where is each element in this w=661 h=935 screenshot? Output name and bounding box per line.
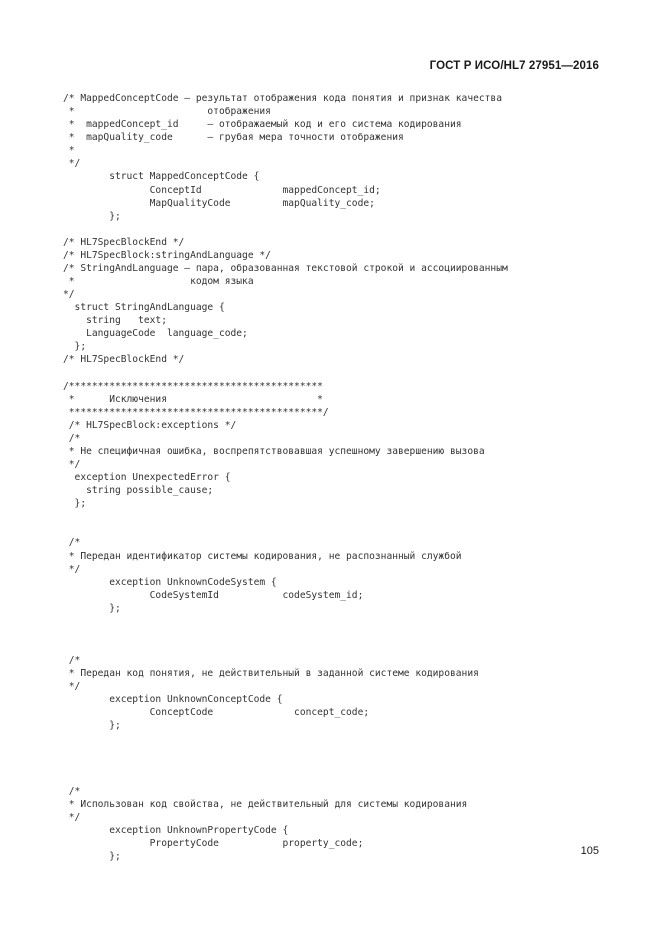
code-line: /* HL7SpecBlockEnd */ [63,354,185,366]
code-line: /* MappedConceptCode — результат отображения кода понятия и признак качества [63,93,502,104]
code-line: ConceptId mappedConcept_id; [63,184,381,196]
code-line: /* HL7SpecBlockEnd */ [63,236,185,248]
code-line: }; [63,210,121,222]
code-line: * Передан код понятия, не действительный в заданной системе кодирования [63,668,479,680]
code-line: PropertyCode property_code; [63,838,364,849]
code-line: /* HL7SpecBlock:exceptions */ [63,419,237,431]
code-line: * Не специфичная ошибка, воспрепятствовавшая успешному завершению вызова [63,445,485,457]
code-line: }; [63,498,87,510]
code-line: }; [63,602,121,614]
code-line: */ [63,811,81,823]
code-line: * Использован код свойства, не действительный для системы кодирования [63,798,468,810]
code-line: exception UnknownCodeSystem { [63,576,277,588]
code-line: * Передан идентификатор системы кодирования, не распознанный службой [63,550,462,562]
document-header-standard: ГОСТ Р ИСО/HL7 27951—2016 [429,60,599,72]
code-line: /* [63,537,81,549]
code-line: /* HL7SpecBlock:stringAndLanguage */ [63,249,271,261]
code-line: struct StringAndLanguage { [63,302,225,314]
code-line: */ [63,459,81,470]
code-line: CodeSystemId codeSystem_id; [63,589,364,601]
code-line: exception UnknownPropertyCode { [63,824,289,836]
code-line: */ [63,563,81,575]
code-line: * mappedConcept_id — отображаемый код и его система кодирования [63,119,462,131]
code-line: */ [63,289,75,301]
code-line: }; [63,720,121,732]
code-line: }; [63,851,121,863]
code-line: * кодом языка [63,276,254,287]
code-line: MapQualityCode mapQuality_code; [63,197,375,209]
code-line: /* [63,655,81,666]
code-line: * отображения [63,106,271,118]
code-line: * mapQuality_code — грубая мера точности отображения [63,132,404,144]
code-line: string possible_cause; [63,485,214,497]
code-line: ********************************************/ [63,406,329,418]
code-line: string text; [63,315,167,327]
code-line: * [63,145,75,157]
page-number: 105 [580,845,599,857]
code-line: /* StringAndLanguage — пара, образованная текстовой строкой и ассоциированным [63,262,508,274]
code-line: ConceptCode concept_code; [63,707,370,719]
code-line: /* [63,785,81,797]
code-line: */ [63,681,81,693]
code-line: LanguageCode language_code; [63,328,248,340]
code-line: exception UnexpectedError { [63,472,231,483]
code-line: /******************************************** [63,380,323,392]
code-line: exception UnknownConceptCode { [63,694,283,706]
code-line: * Исключения * [63,393,323,405]
code-line: struct MappedConceptCode { [63,171,260,183]
code-line: */ [63,158,81,170]
code-line: }; [63,341,87,353]
code-line: /* [63,432,81,444]
